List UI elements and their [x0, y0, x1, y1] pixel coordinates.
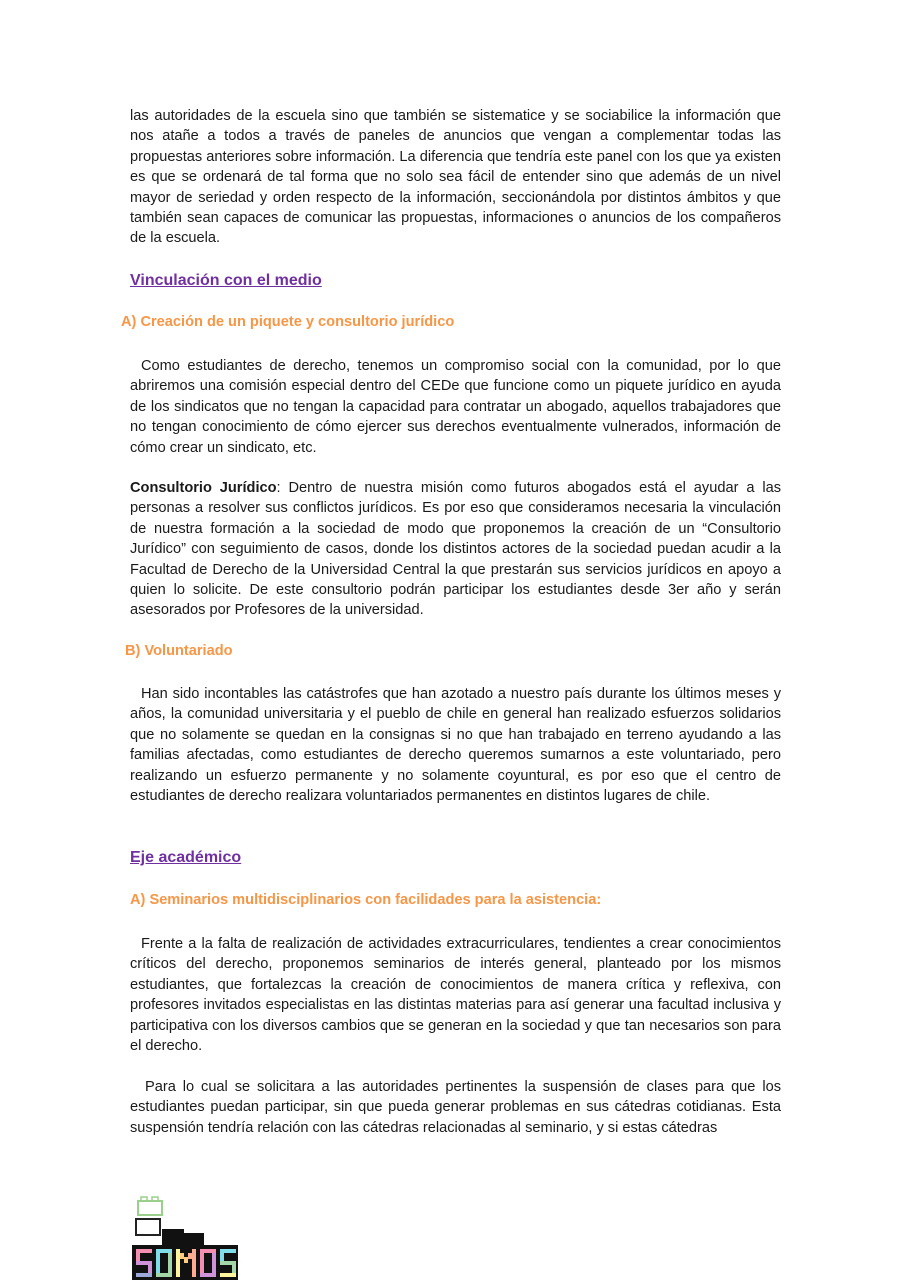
seminarios-paragraph: Frente a la falta de realización de actividades extracurriculares, tendientes a crear conocimientos críticos del derecho, proponemos seminarios de interés general, planteado por los mismos estudiantes, que fortalezcas la creación de conocimientos de manera crítica y reflexiva, con profesores invitados especialistas en las distintas materias para así generar una facultad inclusiva y participativa con los diversos cambios que se generan en la sociedad y que tan necesarios son para el derecho.: [130, 936, 781, 1055]
consultorio-bold-label: Consultorio Jurídico: [130, 480, 277, 496]
subheading-piquete: A) Creación de un piquete y consultorio jurídico: [121, 314, 455, 330]
intro-paragraph: las autoridades de la escuela sino que también se sistematice y se sociabilice la información que nos atañe a todos a través de paneles de anuncios que vengan a complementar todas las propuestas anteriores sobre información. La diferencia que tendría este panel con los que ya existen es que se ordenará de tal forma que no solo sea fácil de entender sino que además de un nivel mayor de seriedad y orden respecto de la información, seccionándola por distintos ámbitos y que también sean capaces de comunicar las propuestas, informaciones o anuncios de los compañeros de la escuela.: [130, 108, 781, 247]
consultorio-text: : Dentro de nuestra misión como futuros abogados está el ayudar a las personas a resolver sus conflictos jurídicos. Es por eso que consideramos necesaria la vinculación de nuestra formación a la sociedad de modo que proponemos la creación de un “Consultorio Jurídico” con seguimiento de casos, donde los distintos actores de la sociedad puedan acudir a la Facultad de Derecho de la Universidad Central la que prestarán sus servicios jurídicos en apoyo a quien lo solicite. De este consultorio podrán participar los estudiantes desde 3er año y serán asesorados por Profesores de la universidad.: [130, 480, 781, 619]
voluntariado-paragraph: Han sido incontables las catástrofes que han azotado a nuestro país durante los últimos meses y años, la comunidad universitaria y el pueblo de chile en general han realizado esfuerzos solidarios que no solamente se quedan en la consignas si no que han trabajado en terreno ayudando a las familias afectadas, como estudiantes de derecho queremos sumarnos a este voluntariado, pero realizando un esfuerzo permanente y no solamente coyuntural, es por eso que el centro de estudiantes de derecho realizara voluntariados permanentes en distintos lugares de chile.: [130, 686, 781, 805]
suspension-paragraph: Para lo cual se solicitara a las autoridades pertinentes la suspensión de clases para que los estudiantes puedan participar, sin que pueda generar problemas en sus cátedras cotidianas. Esta suspensión tendría relación con las cátedras relacionadas al seminario, y si estas cátedras: [130, 1079, 781, 1136]
somos-logo-graphic: [132, 1195, 242, 1280]
piquete-paragraph: Como estudiantes de derecho, tenemos un compromiso social con la comunidad, por lo que abriremos una comisión especial dentro del CEDe que funcione como un piquete jurídico en ayuda de los sindicatos que no tengan la capacidad para contratar un abogado, aquellos trabajadores que no tengan conocimiento de cómo ejercer sus derechos eventualmente vulnerados, información de cómo crear un sindicato, etc.: [130, 358, 781, 456]
consultorio-paragraph: [130, 478, 781, 621]
subheading-seminarios: A) Seminarios multidisciplinarios con facilidades para la asistencia:: [130, 892, 602, 908]
section-heading-vinculacion: Vinculación con el medio: [130, 272, 322, 289]
section-heading-academico: Eje académico: [130, 849, 242, 866]
subheading-voluntariado: B) Voluntariado: [125, 643, 233, 659]
somos-logo: [132, 1195, 242, 1280]
